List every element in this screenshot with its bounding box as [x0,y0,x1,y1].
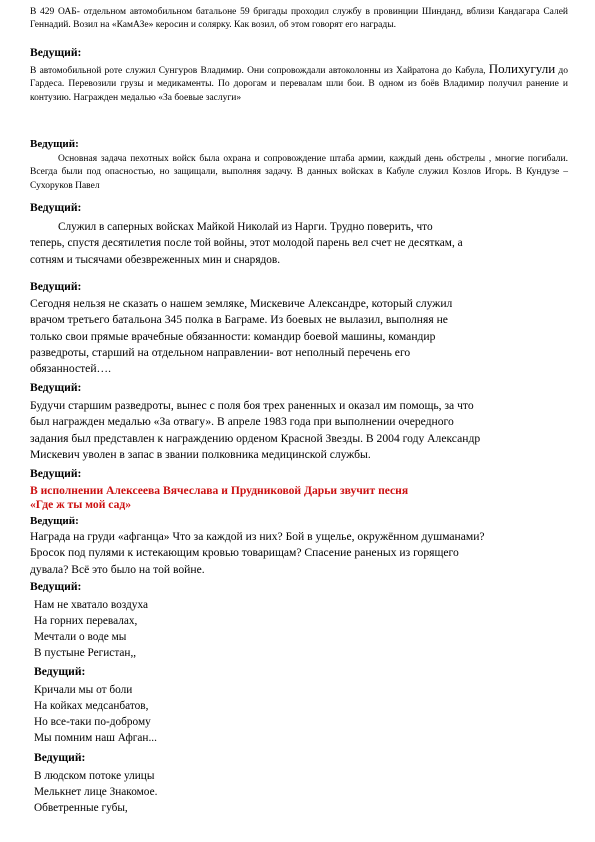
poem-line: В людском потоке улицы [34,770,155,782]
heading-presenter: Ведущий: [30,46,82,59]
text-line: Бросок под пулями к истекающим кровью товарищам? Спасение раненых из горящего [30,546,459,560]
heading-presenter: Ведущий: [34,665,86,678]
poem-line: Но все-таки по-доброму [34,716,151,728]
text-line: сотням и тысячами обезвреженных мин и снарядов. [30,253,281,266]
poem-line: Мелькнет лице Знакомое. [34,786,158,798]
poem-line: Обветренные губы, [34,802,128,814]
paragraph-salei [30,6,568,33]
poem-line: На койках медсанбатов, [34,700,149,712]
text-line: Мискевич уволен в запас в звании полковника медицинской службы. [30,447,371,461]
poem-stanza [34,597,148,661]
paragraph-text: Основная задача пехотных войск была охрана и сопровождение штаба армии, каждый день обстрелы , многие погибали. Всегда были под опасностью, но защищали, выполняя задачу. В данных войсках в Кабуле служил Козлов Игорь. В Кундузе – Сухоруков Павел [30,154,568,191]
heading-presenter: Ведущий: [30,580,82,593]
text-line: «Где ж ты мой сад» [30,498,132,511]
poem-line: На горних перевалах, [34,615,138,627]
heading-presenter: Ведущий: [30,467,82,480]
paragraph-maikoi [30,219,568,268]
paragraph-infantry [30,153,568,193]
paragraph-text: В 429 ОАБ- отдельном автомобильном батальоне 59 бригады проходил службу в провинции Шинданд, вблизи Кандагара Салей Геннадий. Возил на «КамАЗе» керосин и солярку. Как возил, об этом говорят его награды. [30,7,568,31]
poem-line: Кричали мы от боли [34,684,133,696]
text-line: теперь, спустя десятилетия после той войны, этот молодой парень вел счет не десяткам, а [30,237,463,250]
paragraph-text: В автомобильной роте служил Сунгуров Владимир. Они сопровождали автоколонны из Хайратона до Кабула, [30,66,489,76]
paragraph-text: до Гардеса. Перевозили грузы и медикаменты. По дорогам и перевалам шли бои. В одном из боёв Владимир получил ранение и контузию. Награжден медалью «За боевые заслуги» [30,66,568,103]
paragraph-award [30,398,568,463]
poem-line: Мы помним наш Афган... [34,732,157,744]
text-line: дувала? Всё это было на той войне. [30,562,205,576]
text-line: задания был представлен к награждению орденом Красной Звезды. В 2004 году Александр [30,431,481,445]
emphasized-word: Полихугули [488,61,556,76]
song-announcement [30,484,568,512]
heading-presenter: Ведущий: [34,751,86,764]
heading-presenter: Ведущий: [30,201,82,214]
paragraph-sungurov [30,62,568,105]
text-line: В исполнении Алексеева Вячеслава и Прудниковой Дарьи звучит песня [30,484,409,497]
heading-presenter: Ведущий: [30,515,79,527]
text-line: Награда на груди «афганца» Что за каждой из них? Бой в ущелье, окружённом душманами? [30,530,485,543]
text-line: разведроты, старший на отдельном направлении- вот неполный перечень его [30,345,411,359]
poem-line: В пустыне Регистан,, [34,647,137,659]
text-line: Служил в саперных войсках Майкой Николай из Нарги. Трудно поверить, что [58,221,433,233]
paragraph-miskevich [30,296,568,377]
text-line: обязанностей…. [30,362,112,376]
heading-presenter: Ведущий: [30,280,82,293]
paragraph-questions [30,529,568,578]
text-line: только свои прямые врачебные обязанности: командир боевой машины, командир [30,329,436,343]
heading-presenter: Ведущий: [30,381,82,394]
text-line: Будучи старшим разведроты, вынес с поля боя трех раненных и оказал им помощь, за что [30,399,474,412]
text-line: Сегодня нельзя не сказать о нашем земляке, Мискевиче Александре, который служил [30,297,453,310]
poem-stanza [34,682,157,746]
poem-line: Мечтали о воде мы [34,631,127,643]
text-line: был награжден медалью «За отвагу». В апреле 1983 года при выполнении очередного [30,415,454,429]
text-line: врачом третьего батальона 345 полка в Баграме. Из боевых не вылазил, выполняя не [30,313,448,327]
heading-presenter: Ведущий: [30,138,79,150]
poem-line: Нам не хватало воздуха [34,599,148,611]
poem-stanza [34,768,157,816]
